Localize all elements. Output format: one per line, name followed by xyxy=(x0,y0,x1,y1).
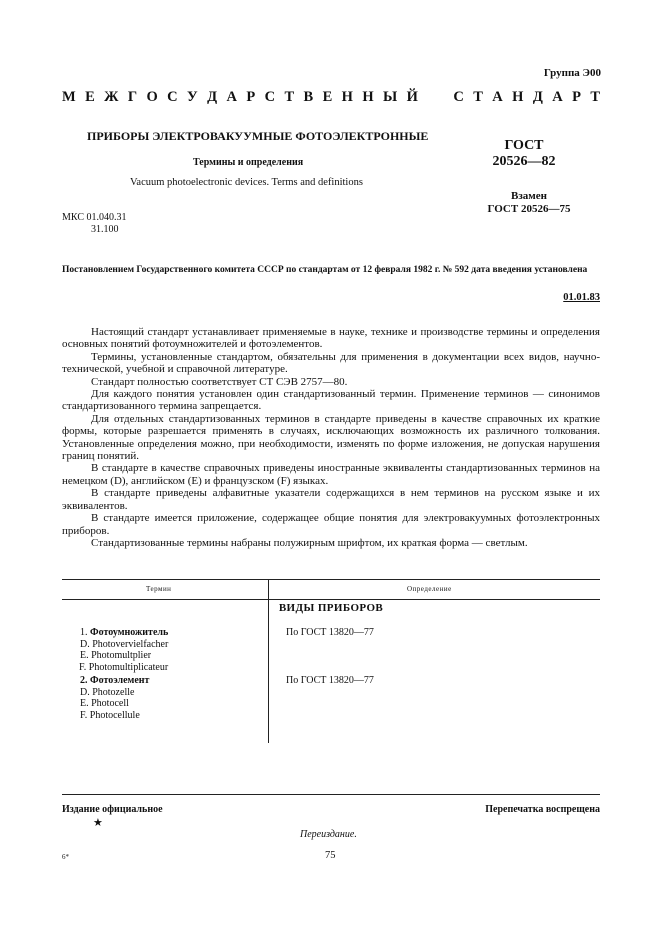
standard-banner xyxy=(62,89,600,106)
introduction-date: 01.01.83 xyxy=(563,292,600,303)
term-entry-2 xyxy=(80,675,149,721)
paragraph: Стандарт полностью соответствует СТ СЭВ 2757—80. xyxy=(91,375,348,388)
paragraph: Для отдельных стандартизованных терминов в стандарте приведены в качестве справочных их краткие формы, которые разрешается применять в случаях, исключающих возможность их различного толкования. Установленные определения можно, при необходимости, изменять по форме изложения, не допуская нарушения границ понятий. xyxy=(62,412,600,463)
banner-letter: В xyxy=(303,89,314,105)
term-en: E. Photomultplier xyxy=(80,650,152,662)
mks-code-2: 31.100 xyxy=(91,224,119,235)
banner-letter: Г xyxy=(127,89,138,105)
table-header-rule xyxy=(62,599,600,600)
term-name: Фотоэлемент xyxy=(90,675,150,686)
paragraph: В стандарте в качестве справочных приведены иностранные эквиваленты стандартизованных терминов на немецком (D), английском (E) и французском (F) языках. xyxy=(62,462,600,487)
paragraph: Стандартизованные термины набраны полужирным шрифтом, их краткая форма — светлым. xyxy=(91,536,528,549)
intro-body xyxy=(62,326,600,549)
gost-number: 20526—82 xyxy=(492,154,556,169)
banner-letter: Т xyxy=(590,89,600,105)
banner-letter: У xyxy=(187,89,198,105)
gost-designation xyxy=(484,138,564,170)
page-mark: 6* xyxy=(62,853,69,861)
footer-rule xyxy=(62,794,600,795)
banner-letter: Н xyxy=(362,89,374,105)
star-icon: ★ xyxy=(93,817,103,829)
banner-letter: Й xyxy=(406,89,418,105)
term-ru xyxy=(80,627,168,639)
banner-letter: Ж xyxy=(104,89,119,105)
banner-letter: О xyxy=(146,89,158,105)
term-fr: F. Photocellule xyxy=(80,709,140,721)
column-header-term: Термин xyxy=(146,585,172,593)
term-de: D. Photozelle xyxy=(80,686,135,698)
banner-letter: Е xyxy=(322,89,333,105)
banner-letter: Н xyxy=(512,89,524,105)
group-code: Группа Э00 xyxy=(543,67,601,79)
document-title-english: Vacuum photoelectronic devices. Terms and definitions xyxy=(130,177,363,188)
banner-gap xyxy=(427,89,431,106)
mks-code-1: МКС 01.040.31 xyxy=(62,212,127,223)
column-header-definition: Определение xyxy=(407,585,452,593)
banner-letter: Т xyxy=(284,89,295,105)
banner-letter: С xyxy=(167,89,178,105)
document-subtitle: Термины и определения xyxy=(193,157,304,168)
reprint-prohibited: Перепечатка воспрещена xyxy=(485,804,600,815)
replaces-gost: ГОСТ 20526—75 xyxy=(487,203,571,215)
section-heading: ВИДЫ ПРИБОРОВ xyxy=(278,602,384,614)
banner-letter: С xyxy=(453,89,464,105)
term-number: 2. xyxy=(80,675,88,686)
page-number: 75 xyxy=(325,850,336,861)
banner-letter: М xyxy=(62,89,76,105)
banner-letter: С xyxy=(264,89,276,105)
term-en: E. Photocell xyxy=(80,698,129,710)
paragraph: В стандарте приведены алфавитные указатели содержащихся в нем терминов на русском языке и их эквивалентов. xyxy=(62,487,600,512)
decree-text: Постановлением Государственного комитета СССР по стандартам от 12 февраля 1982 г. № 592 дата введения установлена xyxy=(62,265,588,275)
banner-letter: Т xyxy=(473,89,483,105)
banner-letter: Р xyxy=(572,89,581,105)
replaces-block xyxy=(474,190,584,216)
banner-letter: А xyxy=(492,89,503,105)
banner-letter: А xyxy=(226,89,237,105)
banner-letter: А xyxy=(552,89,563,105)
definition-1: По ГОСТ 13820—77 xyxy=(286,627,374,638)
paragraph: Термины, установленные стандартом, обязательны для применения в документации всех видов, научно-технической, учебной и справочной литературе. xyxy=(62,350,600,376)
paragraph: Настоящий стандарт устанавливает применяемые в науке, технике и производстве термины и определения основных понятий фотоумножителей и фотоэлементов. xyxy=(62,326,600,351)
term-ru xyxy=(80,675,149,687)
banner-letter: Д xyxy=(207,89,218,105)
definition-2: По ГОСТ 13820—77 xyxy=(286,675,374,686)
term-number: 1. xyxy=(80,627,88,638)
paragraph: Для каждого понятия установлен один стандартизованный термин. Применение терминов — синонимов стандартизованного термина запрещается. xyxy=(62,388,600,413)
table-top-rule xyxy=(62,579,600,580)
official-edition: Издание официальное xyxy=(62,804,163,815)
term-name: Фотоумножитель xyxy=(90,627,169,638)
banner-letter: Д xyxy=(532,89,543,105)
banner-letter: Ы xyxy=(383,89,398,105)
banner-letter: Н xyxy=(341,89,353,105)
paragraph: В стандарте имеется приложение, содержащее общие понятия для электровакуумных фотоэлектронных приборов. xyxy=(62,512,600,537)
term-fr: F. Photomultiplicateur xyxy=(79,661,169,673)
banner-letter: Р xyxy=(246,89,256,105)
term-entry-1 xyxy=(80,627,168,673)
gost-label: ГОСТ xyxy=(504,138,544,153)
term-de: D. Photovervielfacher xyxy=(80,638,169,650)
mks-codes xyxy=(62,212,126,236)
banner-gap xyxy=(440,89,444,106)
banner-letter: Е xyxy=(85,89,95,105)
reissue-note: Переиздание. xyxy=(300,829,357,840)
document-title: ПРИБОРЫ ЭЛЕКТРОВАКУУМНЫЕ ФОТОЭЛЕКТРОННЫЕ xyxy=(87,129,429,143)
replaces-label: Взамен xyxy=(511,190,547,202)
